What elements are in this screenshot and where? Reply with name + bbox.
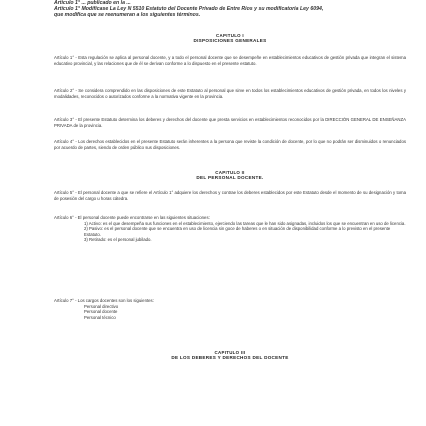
article-4: Artículo 4° - Los derechos establecidos en el presente Estatuto serán inherentes a la persona que reviste la condición de docente, por lo que no podrán ser disminuidos o renunciados por acuerdo de partes, siendo de orden público sus disposiciones. <box>54 139 406 150</box>
article-7-list <box>54 304 406 321</box>
chapter-1-number: CAPITULO I <box>216 33 244 38</box>
list-item: Personal técnico <box>84 314 116 320</box>
list-item: Personal docente <box>84 309 118 315</box>
header-line-3: que modifica que se reenumeran a los siguientes términos. <box>54 12 201 19</box>
article-7 <box>54 298 406 320</box>
list-item: 3) Retirado: es el personal jubilado. <box>84 237 152 243</box>
article-5: Artículo 5° - El personal docente a que se refiere el Artículo 1° adquiere los derechos y contrae los deberes establecidos por este Estatuto desde el momento de su designación y toma de posesión del cargo u horas cátedra. <box>54 190 406 201</box>
chapter-1-heading <box>54 33 406 44</box>
header-line-1: Articulo 1° ... publicado en la ... <box>54 0 131 6</box>
article-6 <box>54 215 406 243</box>
chapter-2-heading <box>54 170 406 181</box>
chapter-3-heading <box>54 350 406 361</box>
chapter-3-number: CAPITULO III <box>214 350 246 355</box>
chapter-2-number: CAPITULO II <box>215 170 245 175</box>
article-7-intro: Artículo 7° - Los cargos docentes son los siguientes: <box>54 298 154 303</box>
header-line-2: Artículo 1° Modifícase La Ley N 5510 Estatuto del Docente Privado de Entre Ríos y su modificatoria Ley 6094, <box>54 6 324 13</box>
chapter-2-title: DEL PERSONAL DOCENTE. <box>196 175 264 181</box>
page-header <box>54 0 406 19</box>
article-6-intro: Artículo 6° - El personal docente puede encontrarse en las siguientes situaciones: <box>54 215 210 220</box>
list-item: 1) Activo: es el que desempeña sus funciones en el establecimiento, ejerciendo las tareas que le han sido asignadas, incluidos los que se encuentran en uso de licencia. <box>84 220 406 226</box>
article-3: Artículo 3° - El presente Estatuto determina los deberes y derechos del docente que presta servicios en establecimientos reconocidos por la DIRECCIÓN GENERAL DE ENSEÑANZA PRIVADA de la provincia. <box>54 117 406 128</box>
list-item: Personal directivo <box>84 303 119 309</box>
article-1: Artículo 1° - Esta regulación se aplica al personal docente, y a todo el personal docente que se desempeñe en establecimientos educativos de gestión privada que integran el sistema educativo provincial, y las relaciones que de él se derivan conforme a lo dispuesto en el presente estatuto. <box>54 55 406 66</box>
chapter-1-title: DISPOSICIONES GENERALES <box>193 38 267 44</box>
article-6-list <box>54 221 406 243</box>
chapter-3-title: DE LOS DEBERES Y DERECHOS DEL DOCENTE <box>171 355 289 361</box>
article-2: Artículo 2° - Se considera comprendido en las disposiciones de este Estatuto al personal que sirve en todos los establecimientos educativos de gestión privada, en todos los niveles y modalidades, reconocidos o autorizados conforme a la normativa vigente en la provincia. <box>54 88 406 99</box>
list-item: 2) Pasivo: es el personal docente que se encuentra en uso de licencia sin goce de haberes o en situación de disponibilidad conforme a lo previsto en el presente Estatuto. <box>84 226 391 237</box>
